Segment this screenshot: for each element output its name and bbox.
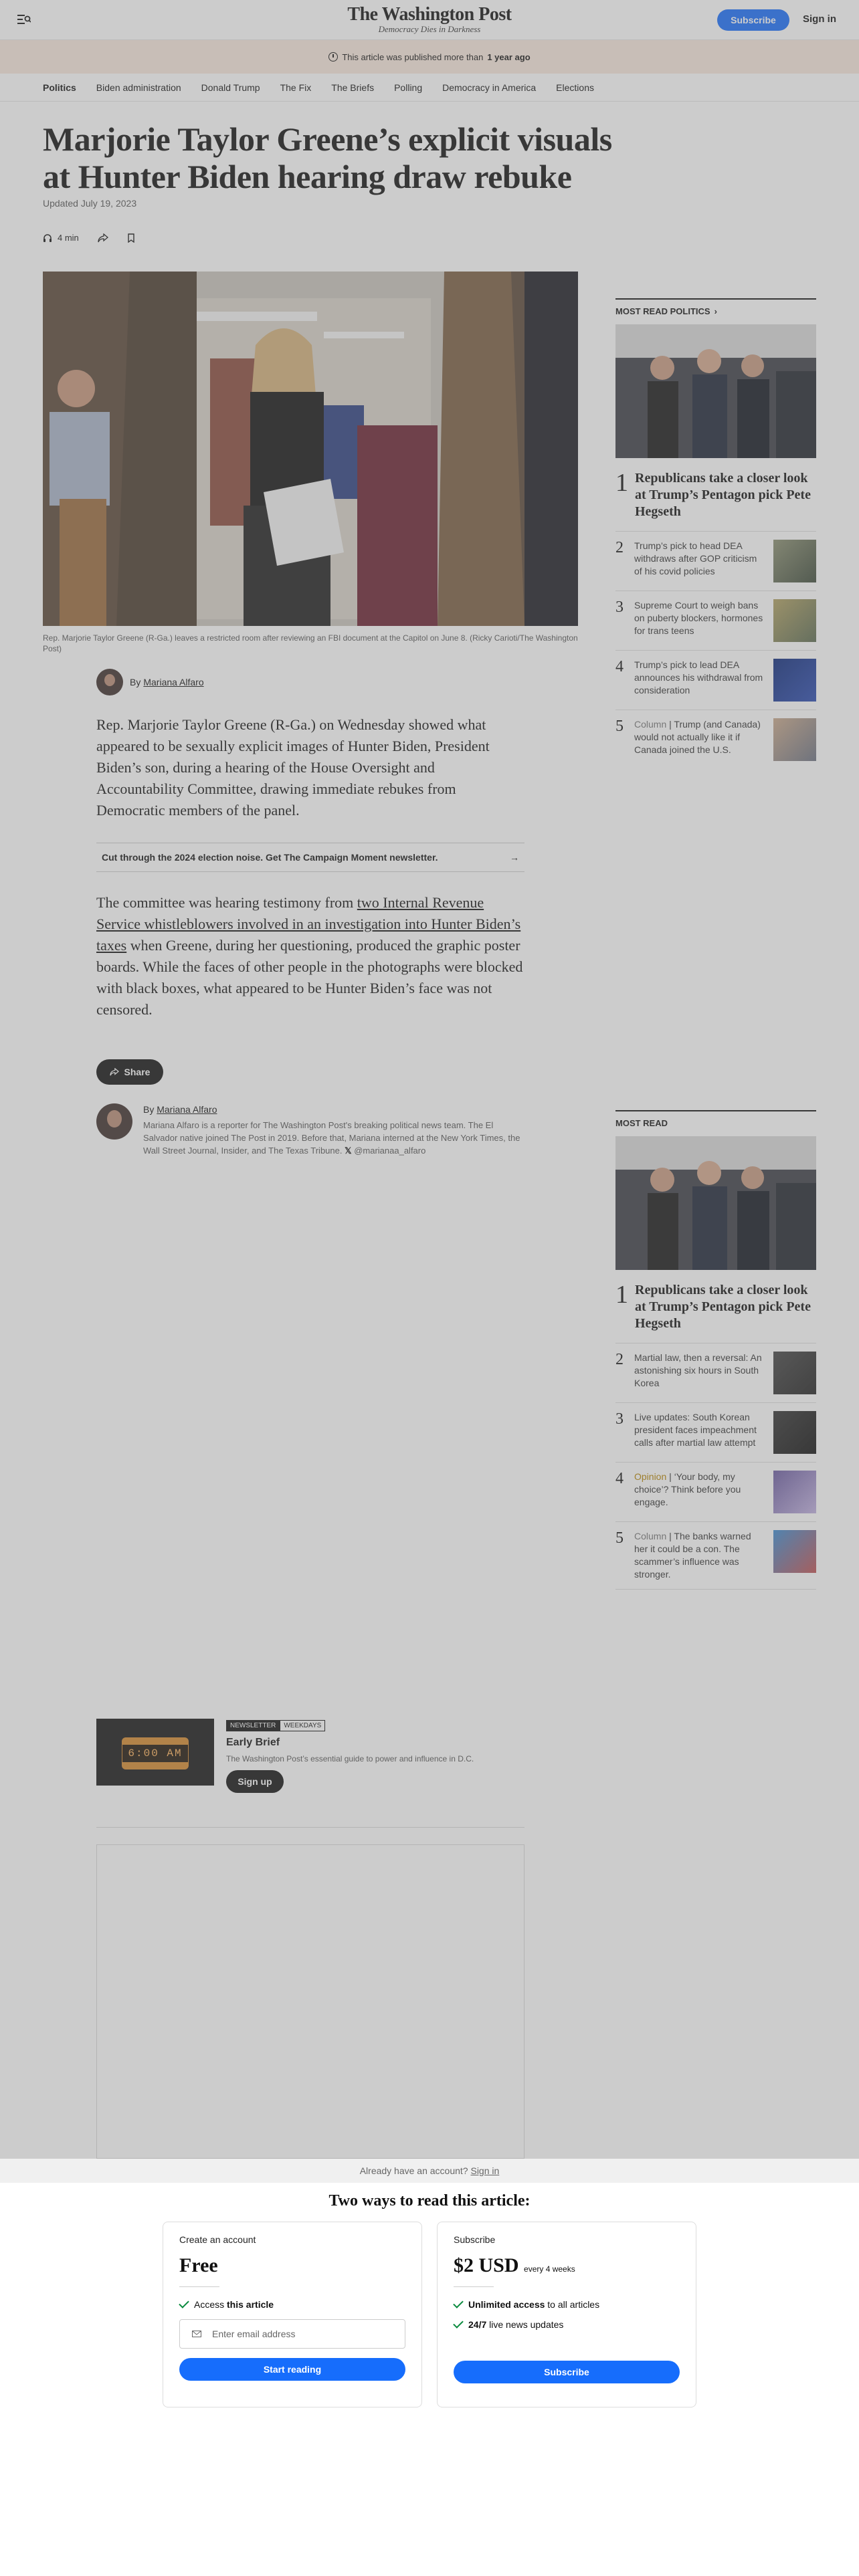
story-headline: ‘Your body, my choice’? Think before you engage. [634, 1471, 741, 1507]
card-price [454, 2254, 680, 2277]
clock-display: 6:00 AM [122, 1745, 187, 1762]
subscribe-card-button[interactable]: Subscribe [454, 2361, 680, 2383]
subscribe-button[interactable]: Subscribe [717, 9, 789, 31]
email-placeholder: Enter email address [212, 2329, 296, 2339]
share-label: Share [124, 1067, 151, 1077]
story-thumbnail [773, 599, 816, 642]
benefit-bold: this article [227, 2299, 274, 2310]
paywall-modal [0, 2159, 859, 2576]
notice-text: This article was published more than [342, 51, 484, 62]
listen-button[interactable] [43, 233, 79, 243]
most-read-politics-item-3[interactable] [615, 591, 816, 651]
newsletter-info [226, 1719, 474, 1793]
newsletter-badge: NEWSLETTER [226, 1720, 280, 1731]
story-thumbnail [773, 1411, 816, 1454]
author-bio-byline [143, 1103, 524, 1116]
nav-item-donald-trump[interactable]: Donald Trump [201, 82, 260, 93]
most-read-item-5[interactable] [615, 1522, 816, 1590]
checkmark-icon [179, 2298, 189, 2309]
paywall-title: Two ways to read this article: [328, 2192, 531, 2210]
benefit-text [468, 2319, 563, 2330]
card-divider [454, 2286, 494, 2287]
email-field[interactable] [179, 2319, 405, 2349]
section-nav [0, 74, 859, 102]
nav-item-elections[interactable]: Elections [556, 82, 594, 93]
paywall-sign-in-link[interactable]: Sign in [470, 2165, 500, 2176]
article-headline: Marjorie Taylor Greene’s explicit visuals at Hunter Biden hearing draw rebuke [43, 120, 612, 195]
listen-time: 4 min [58, 233, 79, 243]
newsletter-signup [96, 1719, 524, 1793]
lead-photo-illustration [43, 272, 578, 626]
author-bio-prefix: By [143, 1104, 155, 1115]
whistleblowers-link[interactable]: two Internal Revenue Service whistleblowers involved in an investigation into Hunter Biden’s taxes [96, 894, 521, 954]
logo-wordmark: The Washington Post [347, 4, 512, 25]
story-thumbnail [773, 540, 816, 582]
story-title: Column | The banks warned her it could be a con. The scammer’s influence was stronger. [634, 1531, 751, 1580]
benefit-row [454, 2299, 680, 2310]
story-title: Martial law, then a reversal: An astonishing six hours in South Korea [634, 1352, 762, 1388]
newsletter-description: The Washington Post’s essential guide to power and influence in D.C. [226, 1754, 474, 1763]
byline [96, 669, 204, 695]
logo-tagline: Democracy Dies in Darkness [378, 24, 481, 34]
price-amount: $2 USD [454, 2254, 519, 2276]
most-read-politics-item-1[interactable] [615, 470, 816, 532]
benefit-rest: to all articles [547, 2299, 600, 2310]
most-read [615, 1110, 816, 1590]
clock-icon [328, 52, 338, 62]
most-read-politics-item-2[interactable] [615, 532, 816, 591]
nav-item-biden-administration[interactable]: Biden administration [96, 82, 181, 93]
author-bio-description: Mariana Alfaro is a reporter for The Washington Post's breaking political news team. The El Salvador native joined The Post in 2019. Before that, Mariana interned at the New York Times, the Wall Street Journal, Insider, and The Texas Tribune. [143, 1120, 520, 1156]
alarm-clock [122, 1737, 189, 1769]
rank-number: 2 [615, 1351, 624, 1368]
benefit-text [194, 2299, 274, 2310]
frequency-badge: WEEKDAYS [280, 1720, 325, 1731]
story-title: Opinion | ‘Your body, my choice’? Think before you engage. [634, 1471, 741, 1507]
story-title: Trump’s pick to head DEA withdraws after GOP criticism of his covid policies [634, 540, 757, 576]
hero-photo [615, 1136, 816, 1270]
sign-in-link[interactable]: Sign in [803, 13, 836, 25]
author-bio-avatar[interactable] [96, 1103, 132, 1140]
most-read-politics-item-5[interactable] [615, 710, 816, 769]
rank-number: 3 [615, 1410, 624, 1428]
rank-number: 4 [615, 658, 624, 675]
rank-number: 5 [615, 1529, 624, 1547]
card-label: Subscribe [454, 2234, 496, 2245]
x-icon[interactable]: 𝕏 [345, 1146, 355, 1156]
author-bio-text [143, 1103, 524, 1157]
rank-number: 2 [615, 539, 624, 556]
author-bio [96, 1103, 524, 1157]
article-tools [43, 233, 135, 243]
most-read-title: MOST READ [615, 1110, 816, 1128]
benefit-bold: Unlimited access [468, 2299, 545, 2310]
arrow-right-icon: → [510, 852, 519, 863]
ad-placeholder [96, 1844, 524, 2159]
nav-item-the-briefs[interactable]: The Briefs [331, 82, 375, 93]
rank-number: 3 [615, 599, 624, 616]
newsletter-promo-text: Cut through the 2024 election noise. Get The Campaign Moment newsletter. [102, 852, 438, 863]
byline-prefix: By [130, 677, 141, 687]
lead-photo [43, 272, 578, 626]
benefit-prefix: Access [194, 2299, 225, 2310]
story-kicker: Column [634, 719, 667, 730]
subscribe-card [437, 2222, 696, 2407]
nav-item-polling[interactable]: Polling [394, 82, 423, 93]
story-kicker: Opinion [634, 1471, 667, 1482]
share-button[interactable] [96, 1059, 163, 1085]
price-period: every 4 weeks [524, 2264, 575, 2274]
rank-number: 5 [615, 718, 624, 735]
photo-caption: Rep. Marjorie Taylor Greene (R-Ga.) leaves a restricted room after reviewing an FBI document at the Capitol on June 8. (Ricky Carioti/The Washington Post) [43, 633, 578, 653]
newsletter-title: Early Brief [226, 1737, 280, 1748]
story-headline: Trump (and Canada) would not actually like it if Canada joined the U.S. [634, 719, 761, 755]
mail-icon [192, 2331, 201, 2337]
story-title: Column | Trump (and Canada) would not actually like it if Canada joined the U.S. [634, 719, 761, 755]
story-title: Trump’s pick to lead DEA announces his withdrawal from consideration [634, 659, 763, 695]
start-reading-button[interactable]: Start reading [179, 2358, 405, 2381]
already-account-text: Already have an account? [359, 2165, 468, 2176]
newsletter-signup-button[interactable]: Sign up [226, 1770, 284, 1793]
divider [96, 1827, 524, 1828]
card-price: Free [179, 2254, 218, 2276]
already-account-bar [0, 2159, 859, 2183]
notice-age: 1 year ago [487, 51, 531, 62]
checkmark-icon [453, 2298, 464, 2309]
top-header [0, 0, 859, 40]
story-thumbnail [773, 1352, 816, 1394]
alarm-clock-image [96, 1719, 214, 1786]
share-icon[interactable] [98, 233, 108, 243]
story-kicker: Column [634, 1531, 667, 1541]
card-label: Create an account [179, 2234, 256, 2245]
most-read-politics [615, 298, 816, 769]
benefit-row [454, 2319, 680, 2330]
share-icon [110, 1068, 119, 1076]
nav-item-democracy-in-america[interactable]: Democracy in America [442, 82, 537, 93]
article-paragraph-2 [96, 892, 524, 1021]
benefit-row [179, 2299, 405, 2310]
story-title: Republicans take a closer look at Trump’s Pentagon pick Pete Hegseth [635, 1283, 811, 1331]
most-read-item-3[interactable] [615, 1403, 816, 1463]
hero-photo [615, 324, 816, 458]
checkmark-icon [453, 2318, 464, 2329]
free-account-card [163, 2222, 422, 2407]
headphones-icon [43, 233, 52, 243]
article-paragraph-1: Rep. Marjorie Taylor Greene (R-Ga.) on Wednesday showed what appeared to be sexually explicit images of Hunter Biden, President Biden’s son, during a hearing of the House Oversight and Accountability Committee, drawing immediate rebukes from Democratic members of the panel. [96, 716, 490, 819]
paragraph-2-start: The committee was hearing testimony from [96, 894, 357, 911]
article-age-notice [0, 40, 859, 74]
most-read-item-1[interactable] [615, 1282, 816, 1344]
story-headline: The banks warned her it could be a con. The scammer’s influence was stronger. [634, 1531, 751, 1580]
author-handle[interactable]: @marianaa_alfaro [354, 1146, 426, 1156]
most-read-politics-hero-image[interactable] [615, 324, 816, 458]
bookmark-icon[interactable] [127, 233, 135, 243]
story-thumbnail [773, 1471, 816, 1513]
author-avatar[interactable] [96, 669, 123, 695]
story-thumbnail [773, 659, 816, 702]
nav-item-politics[interactable]: Politics [43, 82, 76, 93]
most-read-politics-label: MOST READ POLITICS [615, 306, 710, 316]
author-bio-link[interactable]: Mariana Alfaro [157, 1104, 217, 1115]
most-read-item-2[interactable] [615, 1344, 816, 1403]
benefit-text [468, 2299, 599, 2310]
story-title: Supreme Court to weigh bans on puberty blockers, hormones for trans teens [634, 600, 763, 636]
story-thumbnail [773, 1530, 816, 1573]
benefit-bold: 24/7 [468, 2319, 487, 2330]
rank-number: 4 [615, 1470, 624, 1487]
story-thumbnail [773, 718, 816, 761]
most-read-hero-image[interactable] [615, 1136, 816, 1270]
benefit-rest: live news updates [489, 2319, 564, 2330]
chevron-right-icon: › [714, 306, 717, 316]
most-read-politics-title[interactable] [615, 298, 816, 316]
paragraph-2-end: when Greene, during her questioning, produced the graphic poster boards. While the faces of other people in the photographs were blocked with black boxes, what appeared to be Hunter Biden’s face was not censored. [96, 937, 523, 1018]
rank-number: 1 [615, 469, 628, 497]
author-link[interactable]: Mariana Alfaro [143, 677, 204, 687]
rank-number: 1 [615, 1281, 628, 1309]
story-title: Live updates: South Korean president faces impeachment calls after martial law attempt [634, 1412, 757, 1448]
nav-item-the-fix[interactable]: The Fix [280, 82, 312, 93]
most-read-item-4[interactable] [615, 1463, 816, 1522]
newsletter-promo[interactable] [96, 843, 524, 872]
most-read-politics-item-4[interactable] [615, 651, 816, 710]
story-title: Republicans take a closer look at Trump’s Pentagon pick Pete Hegseth [635, 471, 811, 519]
card-divider [179, 2286, 219, 2287]
updated-date: Updated July 19, 2023 [43, 198, 137, 209]
